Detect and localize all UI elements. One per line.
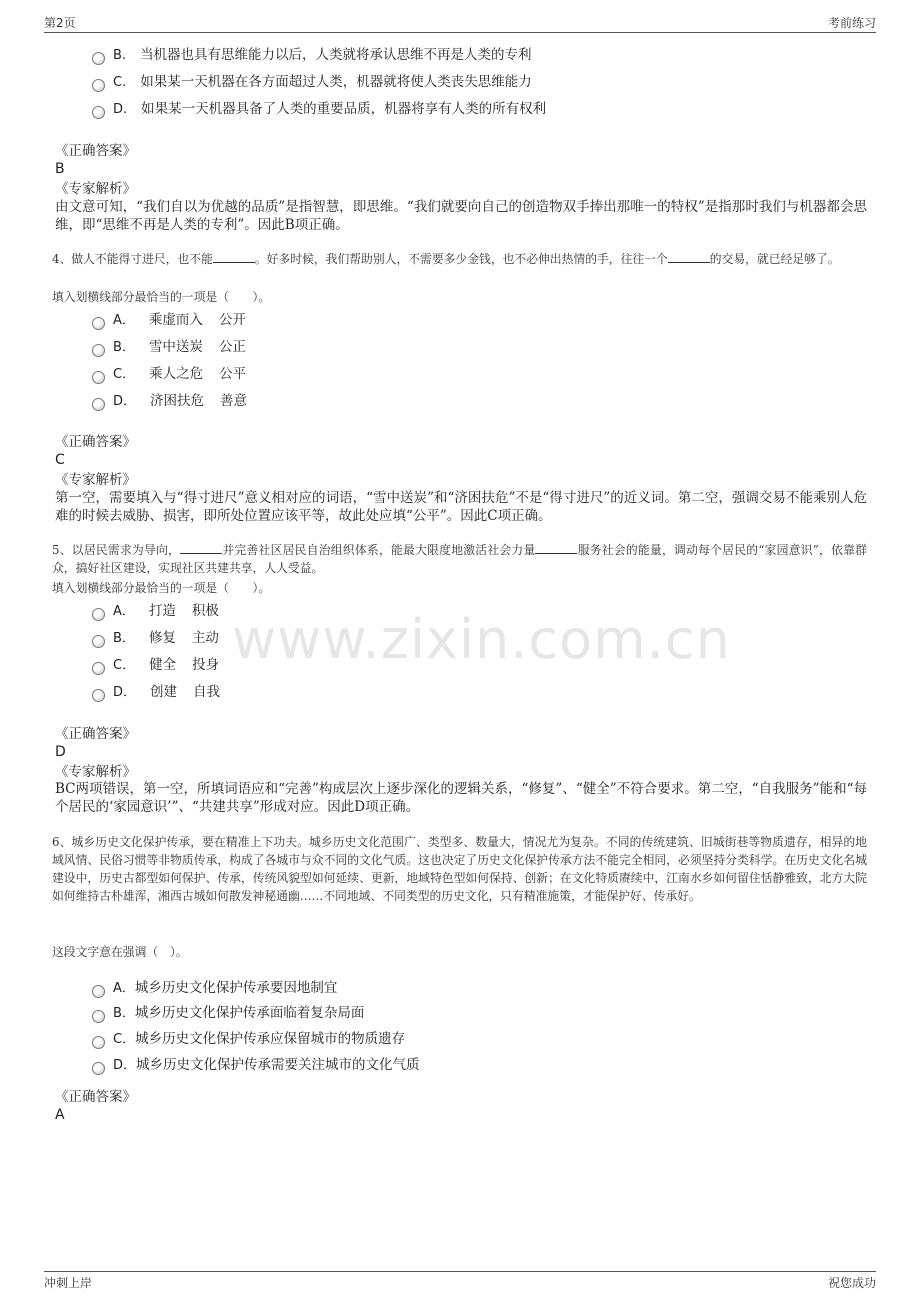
analysis-label: 《专家解析》 (55, 764, 136, 780)
option-b[interactable]: B．城乡历史文化保护传承面临着复杂局面 (92, 1003, 364, 1023)
analysis-label: 《专家解析》 (55, 472, 136, 488)
footer-left: 冲刺上岸 (44, 1276, 93, 1290)
blank (668, 251, 710, 263)
page-footer (44, 1271, 876, 1294)
radio-icon[interactable] (92, 662, 105, 675)
page-number: 第2页 (44, 16, 76, 30)
option-d[interactable]: D. 如果某一天机器具备了人类的重要品质，机器将享有人类的所有权利 (92, 99, 546, 119)
radio-icon[interactable] (92, 985, 105, 998)
option-a[interactable]: A． 打造 积极 (92, 601, 219, 621)
radio-icon[interactable] (92, 52, 105, 65)
radio-icon[interactable] (92, 608, 105, 621)
option-b[interactable]: B． 修复 主动 (92, 628, 219, 648)
answer-value: C (55, 452, 65, 468)
analysis-text: BC两项错误，第一空，所填词语应和“完善”构成层次上逐步深化的逻辑关系，“修复”、“健全”不符合要求。第二空，“自我服务”能和“每个居民的‘家园意识’”、“共建共享”形成对应。因此D项正确。 (55, 781, 867, 815)
blank (213, 251, 255, 263)
blank (180, 542, 222, 554)
answer-value: D (55, 744, 66, 760)
option-a[interactable]: A．城乡历史文化保护传承要因地制宜 (92, 978, 337, 998)
radio-icon[interactable] (92, 689, 105, 702)
radio-icon[interactable] (92, 317, 105, 330)
option-b[interactable]: B． 雪中送炭 公正 (92, 337, 246, 357)
page-header (44, 14, 876, 33)
radio-icon[interactable] (92, 1010, 105, 1023)
radio-icon[interactable] (92, 106, 105, 119)
radio-icon[interactable] (92, 1062, 105, 1075)
option-d[interactable]: D． 济困扶危 善意 (92, 391, 247, 411)
footer-right: 祝您成功 (827, 1276, 876, 1290)
answer-label: 《正确答案》 (55, 726, 136, 742)
question-instruction: 填入划横线部分最恰当的一项是（ ）。 (52, 290, 271, 304)
answer-value: B (55, 161, 65, 177)
option-c[interactable]: C．城乡历史文化保护传承应保留城市的物质遗存 (92, 1029, 405, 1049)
option-b[interactable]: B. 当机器也具有思维能力以后，人类就将承认思维不再是人类的专利 (92, 45, 532, 65)
header-title: 考前练习 (827, 16, 876, 30)
option-c[interactable]: C. 如果某一天机器在各方面超过人类，机器就将使人类丧失思维能力 (92, 72, 532, 92)
option-c[interactable]: C． 乘人之危 公平 (92, 364, 246, 384)
radio-icon[interactable] (92, 398, 105, 411)
radio-icon[interactable] (92, 1036, 105, 1049)
radio-icon[interactable] (92, 371, 105, 384)
watermark: www.zixin.com.cn (232, 608, 731, 671)
answer-label: 《正确答案》 (55, 1089, 136, 1105)
radio-icon[interactable] (92, 79, 105, 92)
answer-value: A (55, 1107, 65, 1123)
analysis-label: 《专家解析》 (55, 181, 136, 197)
question-stem: 5、以居民需求为导向， 并完善社区居民自治组织体系，能最大限度地激活社会力量 服务社会的能量，调动每个居民的“家园意识”，依靠群众，搞好社区建设，实现社区共建共享，人人受益。 (52, 543, 867, 575)
answer-label: 《正确答案》 (55, 434, 136, 450)
question-instruction: 这段文字意在强调（ ）。 (52, 945, 188, 959)
question-stem: 6、城乡历史文化保护传承，要在精准上下功夫。城乡历史文化范围广、类型多、数量大，情况尤为复杂。不同的传统建筑、旧城街巷等物质遗存，相异的地域风情、民俗习惯等非物质传承，构成了各城市与众不同的文化气质。这也决定了历史文化保护传承方法不能完全相同，必须坚持分类科学。在历史文化名城建设中，历史古都型如何保护、传承，传统风貌型如何延续、更新，地域特色型如何保持、创新；在文化特质赓续中，江南水乡如何留住恬静雅致，北方大院如何维持古朴雄浑，湘西古城如何散发神秘通幽……不同地域、不同类型的历史文化，只有精准施策，才能保护好、传承好。 (52, 835, 867, 903)
answer-label: 《正确答案》 (55, 143, 136, 159)
blank (535, 542, 577, 554)
option-c[interactable]: C． 健全 投身 (92, 655, 219, 675)
option-d[interactable]: D．城乡历史文化保护传承需要关注城市的文化气质 (92, 1055, 420, 1075)
analysis-text: 由文意可知，“我们自以为优越的品质”是指智慧，即思维。“我们就要向自己的创造物双手捧出那唯一的特权”是指那时我们与机器都会思维，即“思维不再是人类的专利”。因此B项正确。 (55, 199, 867, 233)
radio-icon[interactable] (92, 635, 105, 648)
analysis-text: 第一空，需要填入与“得寸进尺”意义相对应的词语，“雪中送炭”和“济困扶危”不是“得寸进尺”的近义词。第二空，强调交易不能乘别人危难的时候去威胁、损害，即所处位置应该平等，故此处应填“公平”。因此C项正确。 (55, 490, 867, 524)
radio-icon[interactable] (92, 344, 105, 357)
question-stem: 4、做人不能得寸进尺，也不能 。好多时候，我们帮助别人，不需要多少金钱，也不必伸出热情的手，往往一个 的交易，就已经足够了。 (52, 252, 840, 266)
question-instruction: 填入划横线部分最恰当的一项是（ ）。 (52, 581, 271, 595)
option-d[interactable]: D． 创建 自我 (92, 682, 220, 702)
option-a[interactable]: A． 乘虚而入 公开 (92, 310, 246, 330)
